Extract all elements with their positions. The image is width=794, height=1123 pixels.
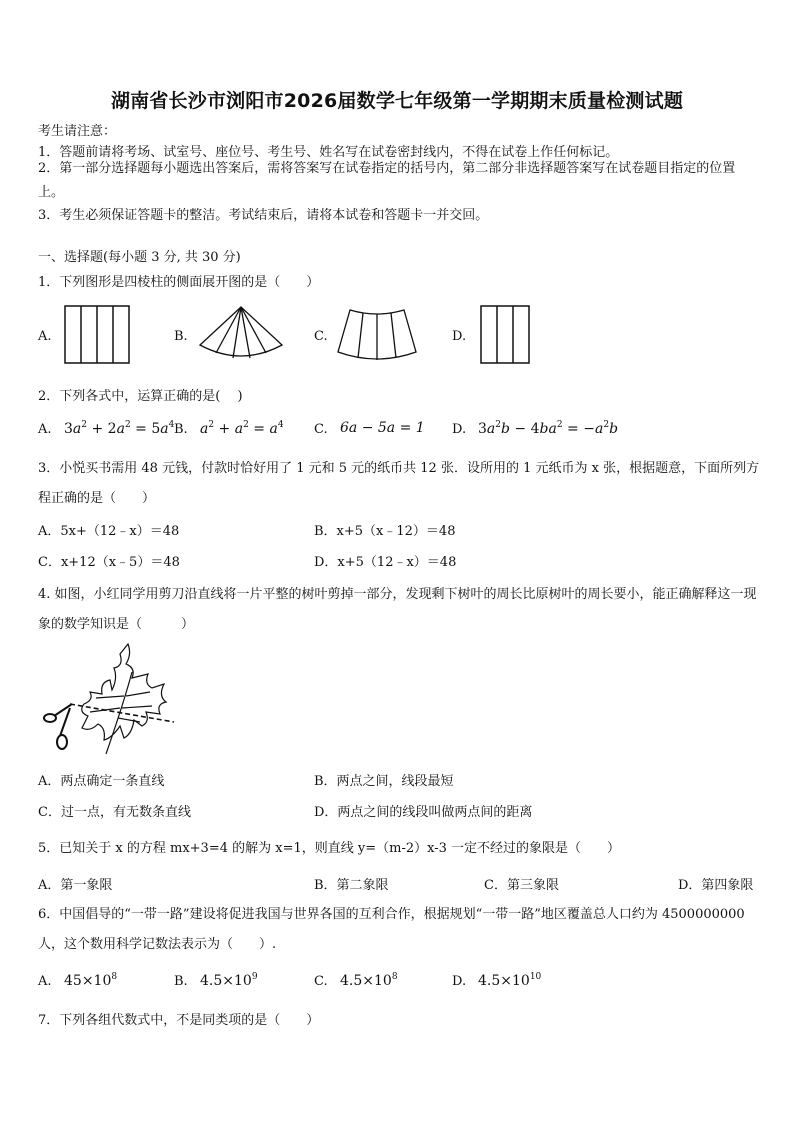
q4-leaf-figure (40, 642, 180, 762)
q1-figure-a (64, 305, 130, 365)
q6-option-a: $45\times 10^8$ (64, 972, 118, 989)
q1-figure-d (480, 305, 530, 365)
q2-option-a: $3a^2 + 2a^2 = 5a^4$ (64, 420, 175, 437)
q5-option-a: A．第一象限 (38, 878, 113, 893)
q2-stem: 2．下列各式中，运算正确的是( ) (38, 389, 243, 404)
q3-option-b: B．x+5（x﹣12）＝48 (314, 524, 456, 539)
q2-label-a: A. (38, 422, 52, 437)
q3-stem: 3．小悦买书需用 48 元钱，付款时恰好用了 1 元和 5 元的纸币共 12 张．设所用的 1 元纸币为 x 张，根据题意，下面所列方程正确的是（ ） (38, 461, 760, 506)
q6-label-a: A. (38, 974, 52, 989)
q6-label-b: B. (174, 974, 188, 989)
q7-stem: 7．下列各组代数式中，不是同类项的是（ ） (38, 1013, 320, 1028)
q2-label-d: D. (452, 422, 467, 437)
q6-stem: 6．中国倡导的“一带一路”建设将促进我国与世界各国的互利合作，根据规划“一带一路”地区覆盖总人口约为 4500000000 人，这个数用科学记数法表示为（ ）. (38, 907, 745, 952)
q2-option-c: 6a − 5a = 1 (340, 420, 425, 436)
q6-option-d: $4.5\times 10^{10}$ (478, 972, 542, 989)
notice-item-1: 1．答题前请将考场、试室号、座位号、考生号、姓名写在试卷密封线内，不得在试卷上作任何标记。 (38, 145, 619, 160)
q2-label-c: C. (314, 422, 328, 437)
q5-option-c: C．第三象限 (484, 878, 559, 893)
q1-stem: 1．下列图形是四棱柱的侧面展开图的是（ ） (38, 275, 320, 290)
q1-label-b: B. (174, 329, 188, 344)
q1-figure-c (336, 308, 418, 360)
q5-stem: 5．已知关于 x 的方程 mx+3=4 的解为 x=1，则直线 y=（m-2）x-3 一定不经过的象限是（ ） (38, 841, 621, 856)
q3-option-a: A．5x+（12﹣x）＝48 (38, 524, 180, 539)
q4-option-a: A．两点确定一条直线 (38, 774, 165, 789)
q6-label-c: C. (314, 974, 328, 989)
q4-option-c: C．过一点，有无数条直线 (38, 805, 191, 820)
q6-option-b: $4.5\times 10^9$ (200, 972, 258, 989)
q1-label-a: A. (38, 329, 52, 344)
q4-option-b: B．两点之间，线段最短 (314, 774, 454, 789)
q2-option-d: $3a^2b - 4ba^2 = -a^2b$ (478, 420, 619, 437)
q3-option-c: C．x+12（x﹣5）＝48 (38, 555, 180, 570)
notice-item-2: 2．第一部分选择题每小题选出答案后，需将答案写在试卷指定的括号内，第二部分非选择题答案写在试卷题目指定的位置上。 (38, 161, 736, 200)
q3-option-d: D．x+5（12﹣x）＝48 (314, 555, 457, 570)
notice-item-3: 3．考生必须保证答题卡的整洁。考试结束后，请将本试卷和答题卡一并交回。 (38, 208, 489, 223)
q4-option-d: D．两点之间的线段叫做两点间的距离 (314, 805, 533, 820)
q1-figure-b (198, 305, 284, 363)
q6-label-d: D. (452, 974, 467, 989)
notice-heading: 考生请注意： (38, 124, 117, 139)
section-heading: 一、选择题(每小题 3 分, 共 30 分) (38, 250, 241, 265)
q5-option-b: B．第二象限 (314, 878, 389, 893)
q5-option-d: D．第四象限 (678, 878, 754, 893)
q4-stem: 4. 如图，小红同学用剪刀沿直线将一片平整的树叶剪掉一部分，发现剩下树叶的周长比原树叶的周长要小，能正确解释这一现象的数学知识是（ ） (38, 587, 757, 632)
q1-label-d: D. (452, 329, 467, 344)
q2-option-b: $a^2 + a^2 = a^4$ (200, 420, 284, 437)
q2-label-b: B. (174, 422, 188, 437)
q1-label-c: C. (314, 329, 328, 344)
page-title: 湖南省长沙市浏阳市2026届数学七年级第一学期期末质量检测试题 (110, 90, 684, 112)
q6-option-c: $4.5\times 10^8$ (340, 972, 398, 989)
